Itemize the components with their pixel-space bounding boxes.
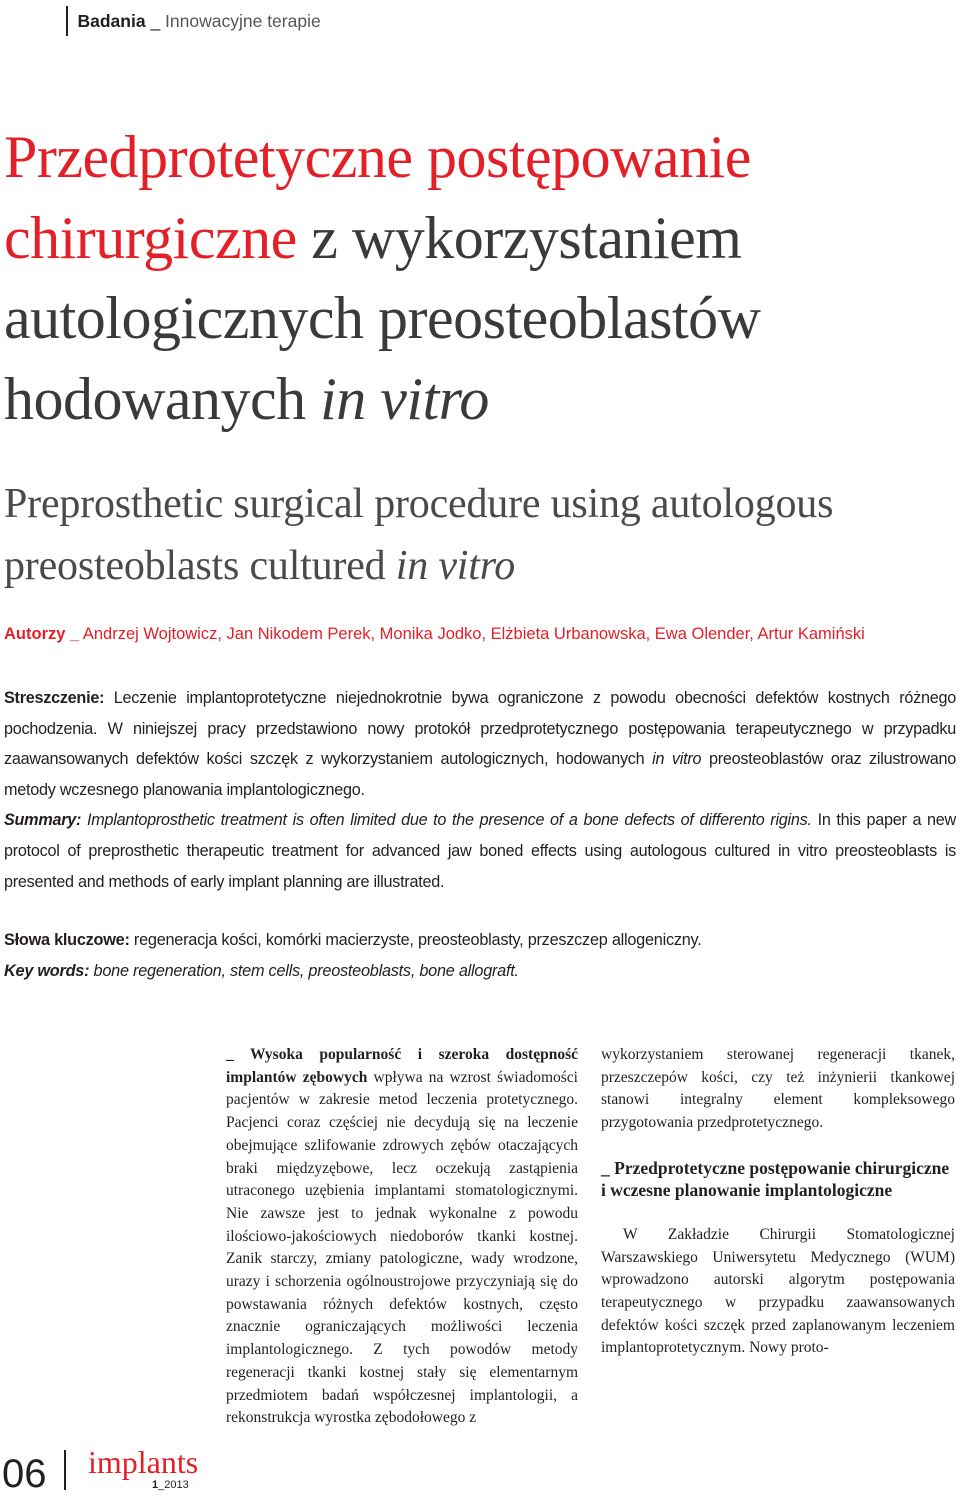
footer-divider <box>64 1450 66 1490</box>
section-separator: _ <box>145 10 166 31</box>
authors-label: Autorzy _ <box>4 625 80 643</box>
issue-number: 1 <box>152 1479 159 1491</box>
magazine-logo: implants <box>88 1444 199 1480</box>
body-paragraph-2: W Zakładzie Chirurgii Stomatologicznej Warszawskiego Uniwersytetu Medycznego (WUM) wprowadzono autorski algorytm postępowania terapeutycznego w przypadku zaawansowanych defektów kości szczęk przed zaplanowanym leczeniem implantoprotetycznym. Nowy proto- <box>601 1225 955 1357</box>
body-subheading: _ Przedprotetyczne postępowanie chirurgiczne i wczesne planowanie implantologiczne <box>601 1157 950 1201</box>
summary-text-1: In this paper a new protocol of preprosthetic therapeutic treatment for advanced jaw boned effects using autologous cultured <box>4 811 956 860</box>
section-header <box>66 6 321 36</box>
keywords-block <box>4 925 956 986</box>
issue-label <box>152 1479 189 1491</box>
abstract-text-2: preosteoblastów oraz zilustrowano metody wczesnego planowania implantologicznego. <box>4 750 957 799</box>
body-p1-text: wpływa na wzrost świadomości pacjentów w zakresie metod leczenia protetycznego. Pacjenci coraz częściej nie decydują się na leczenie obejmujące szlifowanie zdrowych zębów otaczających braki międzyzębowe, lecz oczekują zastąpienia utraconego uzębienia implantami stomatologicznymi. Nie zawsze jest to jednak wykonalne z powodu ilościowo-jakościowych niedoborów tkanki kostnej. Zanik starczy, zmiany patologiczne, wady wrodzone, urazy i schorzenia ogólnoustrojowe przyczyniają się do powstawania różnych defektów kostnych, często znacznie ograniczających możliwości leczenia implantologicznego. Z tych powodów metody regeneracji tkanki kostnej stały się elementarnym przedmiotem badań współczesnej implantologii, a rekonstrukcja wyrostka zębodołowego z <box>226 1068 578 1427</box>
keywords-en-label: Key words: <box>4 961 90 980</box>
abstract-block <box>4 683 956 897</box>
keywords-en-text: bone regeneration, stem cells, preosteoblasts, bone allograft. <box>89 961 519 980</box>
summary-in-vitro: in vitro <box>777 841 828 860</box>
issue-year: _2013 <box>158 1479 189 1491</box>
header-divider <box>66 6 68 36</box>
abstract-polish <box>4 683 956 805</box>
body-paragraph-1-continued: wykorzystaniem sterowanej regeneracji tkanek, przeszczepów kości, czy też inżynierii tkankowej stanowi integralny element kompleksowego przygotowania przedprotetycznego. <box>601 1046 955 1132</box>
summary-label: Summary: <box>4 811 82 830</box>
title-rest: z wykorzystaniem autologicznych preosteoblastów hodowanych <box>4 204 761 432</box>
body-paragraph-1 <box>226 1044 578 1430</box>
title-red-part: Przedprotetyczne postępowanie chirurgiczne <box>4 124 751 271</box>
keywords-pl-text: regeneracja kości, komórki macierzyste, preosteoblasty, przeszczep allogeniczny. <box>129 931 702 949</box>
summary-english <box>4 805 956 897</box>
abstract-italic: in vitro <box>652 750 702 769</box>
section-name: Badania <box>77 10 146 31</box>
summary-text-2: preosteoblasts is presented and methods of early implant planning are illustrated. <box>4 841 957 891</box>
title-italic: in vitro <box>320 365 489 432</box>
body-column-right <box>601 1044 955 1360</box>
summary-italic: Implantoprosthetic treatment is often limited due to the presence of a bone defects of differento rigins. <box>81 811 812 830</box>
page-number: 06 <box>2 1452 47 1496</box>
abstract-text-1: Leczenie implantoprotetyczne niejednokrotnie bywa ograniczone z powodu obecności defektów kostnych różnego pochodzenia. W niniejszej pracy przedstawiono nowy protokół przedprotetycznego postępowania terapeutycznego w przypadku zaawansowanych defektów kości szczęk z wykorzystaniem autologicznych, hodowanych <box>4 689 956 769</box>
keywords-polish <box>4 925 956 956</box>
authors-names: Andrzej Wojtowicz, Jan Nikodem Perek, Monika Jodko, Elżbieta Urbanowska, Ewa Olender, Artur Kamiński <box>79 625 865 643</box>
body-column-left <box>226 1044 578 1430</box>
title-en-italic: in vitro <box>395 543 516 589</box>
title-polish <box>4 117 956 439</box>
body-lead: _ Wysoka popularność i szeroka dostępność implantów zębowych <box>226 1046 578 1086</box>
keywords-pl-label: Słowa kluczowe: <box>4 931 130 949</box>
abstract-label: Streszczenie: <box>4 689 105 707</box>
section-label <box>78 11 321 32</box>
title-en-text: Preprosthetic surgical procedure using autologous preosteoblasts cultured <box>4 481 834 589</box>
authors-line <box>4 625 865 644</box>
subsection-name: Innowacyjne terapie <box>165 10 321 31</box>
keywords-english <box>4 956 956 987</box>
title-english <box>4 473 956 597</box>
